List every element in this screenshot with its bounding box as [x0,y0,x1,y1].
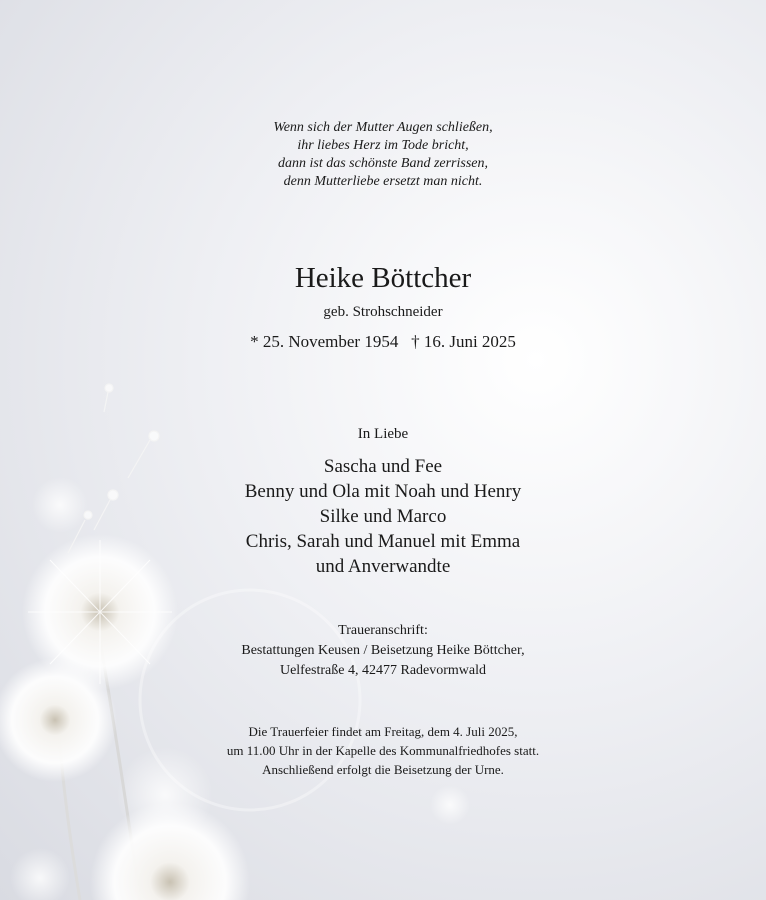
mourner-line: und Anverwandte [315,556,451,577]
life-dates: * 25. November 1954 † 16. Juni 2025 [250,332,516,351]
ceremony-line-3: Anschließend erfolgt die Beisetzung der Urne. [262,762,504,777]
mourner-line: Silke und Marco [319,506,447,527]
maiden-name: geb. Strohschneider [323,304,443,320]
dandelion-head-3 [90,802,250,900]
poem-line-2: ihr liebes Herz im Tode bricht, [297,138,469,153]
mourner-line: Sascha und Fee [323,456,443,477]
address-line-1: Bestattungen Keusen / Beisetzung Heike Böttcher, [241,643,525,658]
ceremony-line-1: Die Trauerfeier findet am Freitag, dem 4. Juli 2025, [248,724,518,739]
mourner-line: Benny und Ola mit Noah und Henry [244,481,522,502]
address-line-2: Uelfestraße 4, 42477 Radevormwald [279,663,487,678]
mourners-intro: In Liebe [357,426,409,442]
deceased-name: Heike Böttcher [294,262,472,294]
address-heading: Traueranschrift: [338,623,428,638]
mourner-line: Chris, Sarah und Manuel mit Emma [245,531,521,552]
ceremony-line-2: um 11.00 Uhr in der Kapelle des Kommunalfriedhofes statt. [226,743,540,758]
poem-line-4: denn Mutterliebe ersetzt man nicht. [283,174,483,189]
poem-line-1: Wenn sich der Mutter Augen schließen, [273,120,493,135]
poem-line-3: dann ist das schönste Band zerrissen, [278,156,488,171]
